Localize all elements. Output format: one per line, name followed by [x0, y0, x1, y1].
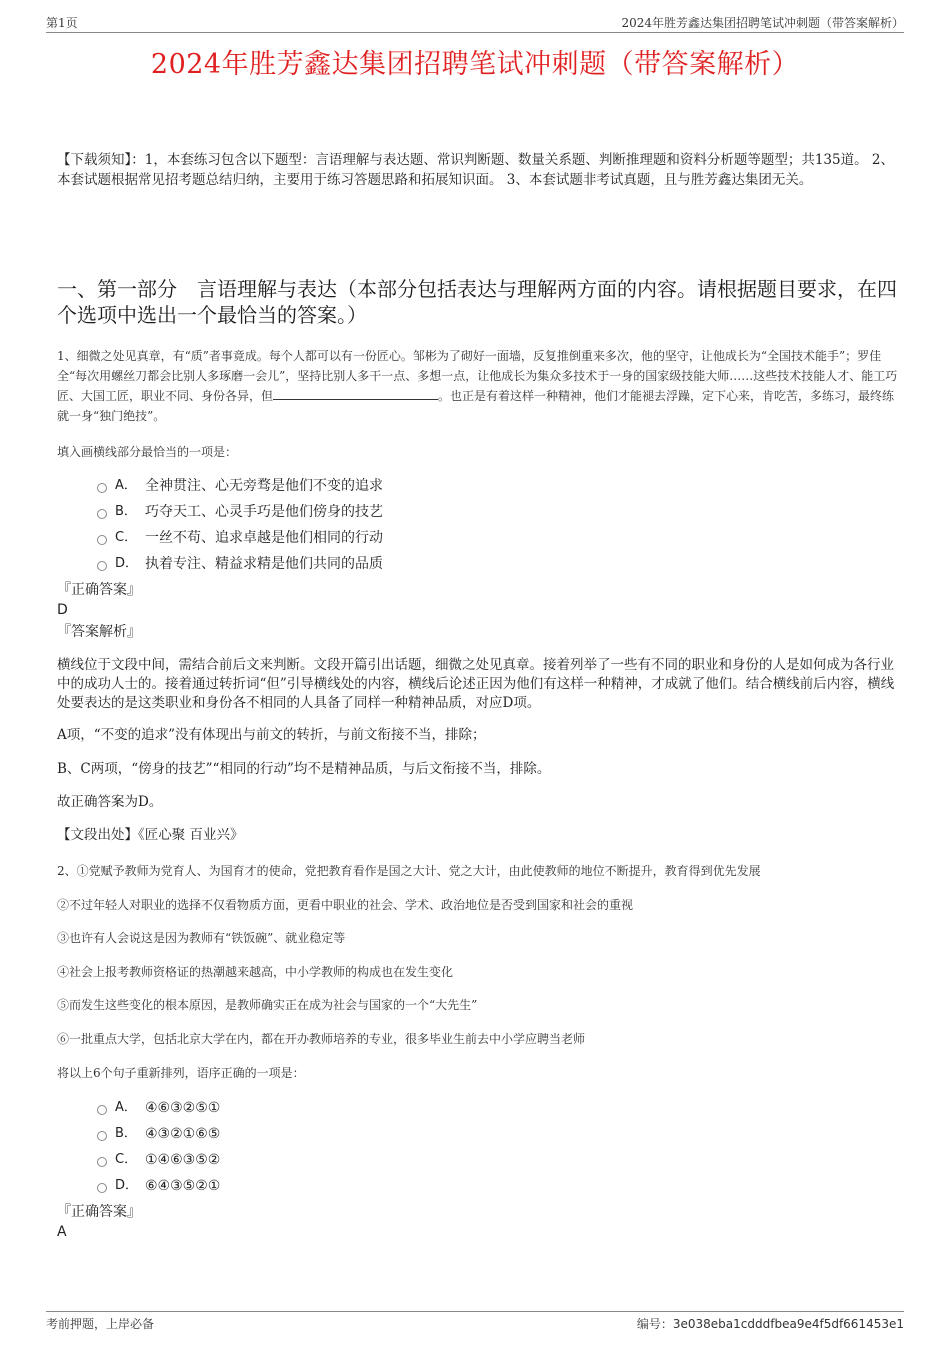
question-1-text-before: 1、细微之处见真章，有“质”者事竟成。每个人都可以有一份匠心。邹彬为了砌好一面墙，反复推倒重来多次，他的坚守，让他成长为“全国技术能手”；罗佳全“每次用螺丝刀都会比别人多琢磨一会儿”，坚持比别人多干一点、多想一点，让他成长为集众多技术于一身的国家级技能大师……这些技术技能人才、能工巧匠、大国工匠，职业不同、身份各异，但 [57, 349, 898, 403]
page-header [46, 14, 904, 33]
question-1-options [97, 473, 383, 577]
radio-icon[interactable] [97, 1131, 107, 1141]
header-doc-title: 2024年胜芳鑫达集团招聘笔试冲刺题（带答案解析） [621, 16, 904, 30]
option-d[interactable]: D． ⑥④③⑤②① [97, 1173, 220, 1199]
question-2-sentence-5: ⑤而发生这些变化的根本原因，是教师确实正在成为社会与国家的一个“大先生” [57, 998, 478, 1012]
analysis-label: 『答案解析』 [57, 624, 141, 640]
option-a[interactable]: A． ④⑥③②⑤① [97, 1095, 220, 1121]
option-c[interactable]: C． 一丝不苟、追求卓越是他们相同的行动 [97, 525, 383, 551]
analysis-conclusion: 故正确答案为D。 [57, 794, 163, 810]
correct-answer-label-2: 『正确答案』 [57, 1204, 141, 1220]
option-b[interactable]: B． 巧夺天工、心灵手巧是他们傍身的技艺 [97, 499, 383, 525]
section-heading: 一、第一部分 言语理解与表达（本部分包括表达与理解两方面的内容。请根据题目要求，在四个选项中选出一个最恰当的答案。） [57, 277, 897, 327]
radio-icon[interactable] [97, 561, 107, 571]
document-id: 编号：3e038eba1cdddfbea9e4f5df661453e1 [636, 1317, 904, 1331]
radio-icon[interactable] [97, 509, 107, 519]
question-1-prompt: 填入画横线部分最恰当的一项是： [57, 445, 238, 459]
option-b[interactable]: B． ④③②①⑥⑤ [97, 1121, 220, 1147]
option-a[interactable]: A． 全神贯注、心无旁骛是他们不变的追求 [97, 473, 383, 499]
question-2-options [97, 1095, 220, 1199]
page-number: 第1页 [46, 16, 78, 30]
question-2-sentence-2: ②不过年轻人对职业的选择不仅看物质方面，更看中职业的社会、学术、政治地位是否受到国家和社会的重视 [57, 898, 634, 912]
question-1-text [57, 346, 900, 426]
download-notice: 【下载须知】：1，本套练习包含以下题型：言语理解与表达题、常识判断题、数量关系题、判断推理题和资料分析题等题型；共135道。 2、本套试题根据常见招考题总结归纳，主要用于练习答题思路和拓展知识面。 3、本套试题非考试真题，且与胜芳鑫达集团无关。 [57, 152, 894, 188]
question-1-text-after: 。也正是有着这样一种精神，他们才能褪去浮躁，定下心来，肯吃苦，多练习，最终练就一身“独门绝技”。 [57, 389, 895, 423]
question-2-sentence-1: 2、①党赋予教师为党育人、为国育才的使命，党把教育看作是国之大计、党之大计，由此使教师的地位不断提升，教育得到优先发展 [57, 864, 761, 878]
page-footer [46, 1311, 904, 1332]
radio-icon[interactable] [97, 1183, 107, 1193]
option-c[interactable]: C． ①④⑥③⑤② [97, 1147, 220, 1173]
question-2-sentence-3: ③也许有人会说这是因为教师有“铁饭碗”、就业稳定等 [57, 931, 346, 945]
radio-icon[interactable] [97, 1157, 107, 1167]
analysis-text: 横线位于文段中间，需结合前后文来判断。文段开篇引出话题，细微之处见真章。接着列举了一些有不同的职业和身份的人是如何成为各行业中的成功人士的。接着通过转折词“但”引导横线处的内容，横线后论述正因为他们有这样一种精神，才成就了他们。结合横线前后内容，横线处要表达的是这类职业和身份各不相同的人具备了同样一种精神品质，对应D项。 [57, 657, 895, 711]
fill-in-blank [273, 387, 438, 400]
option-d[interactable]: D． 执着专注、精益求精是他们共同的品质 [97, 551, 383, 577]
question-2-prompt: 将以上6个句子重新排列，语序正确的一项是： [57, 1066, 305, 1080]
footer-slogan: 考前押题，上岸必备 [46, 1317, 155, 1331]
correct-answer-value: D [57, 602, 68, 618]
question-2-sentence-6: ⑥一批重点大学，包括北京大学在内，都在开办教师培养的专业，很多毕业生前去中小学应聘当老师 [57, 1032, 586, 1046]
passage-source: 【文段出处】《匠心聚 百业兴》 [57, 827, 244, 843]
correct-answer-value-2: A [57, 1224, 67, 1240]
analysis-option-bc: B、C两项，“傍身的技艺”“相同的行动”均不是精神品质，与后文衔接不当，排除。 [57, 761, 551, 777]
document-title: 2024年胜芳鑫达集团招聘笔试冲刺题（带答案解析） [150, 49, 800, 80]
question-2-sentence-4: ④社会上报考教师资格证的热潮越来越高，中小学教师的构成也在发生变化 [57, 965, 454, 979]
radio-icon[interactable] [97, 483, 107, 493]
radio-icon[interactable] [97, 1105, 107, 1115]
radio-icon[interactable] [97, 535, 107, 545]
analysis-option-a: A项，“不变的追求”没有体现出与前文的转折，与前文衔接不当，排除； [57, 727, 486, 743]
correct-answer-label: 『正确答案』 [57, 582, 141, 598]
